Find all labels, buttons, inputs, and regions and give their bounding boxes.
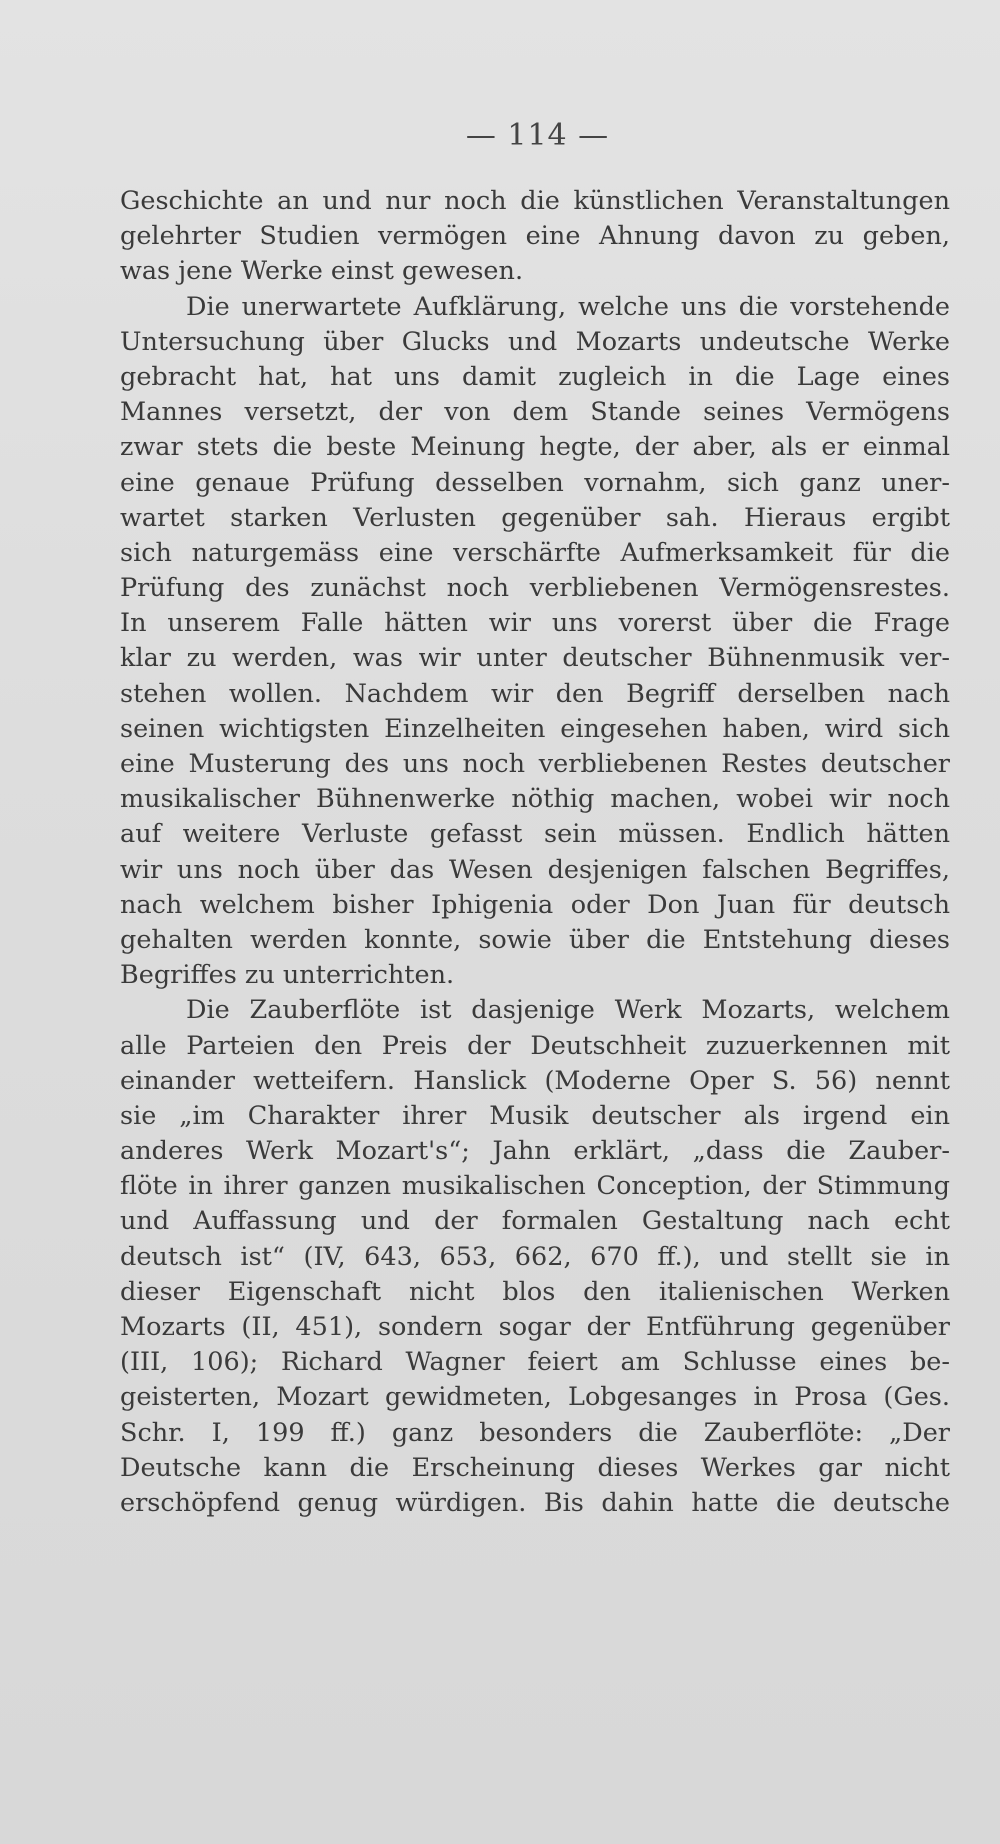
- text-line: Begriffes zu unterrichten.: [120, 960, 455, 991]
- text-line: nach welchem bisher Iphigenia oder Don Juan für deutsch: [120, 889, 950, 920]
- text-line: stehen wollen. Nachdem wir den Begriff derselben nach: [120, 678, 950, 709]
- text-line: gebracht hat, hat uns damit zugleich in die Lage eines: [120, 361, 950, 392]
- text-line: sich naturgemäss eine verschärfte Aufmerksamkeit für die: [120, 537, 950, 568]
- text-line: gehalten werden konnte, sowie über die Entstehung dieses: [120, 924, 950, 955]
- text-line: flöte in ihrer ganzen musikalischen Conception, der Stimmung: [120, 1171, 950, 1202]
- text-line: erschöpfend genug würdigen. Bis dahin hatte die deutsche: [120, 1487, 950, 1518]
- page-number: — 114 —: [465, 118, 610, 153]
- text-line: geisterten, Mozart gewidmeten, Lobgesanges in Prosa (Ges.: [120, 1382, 950, 1413]
- text-line: und Auffassung und der formalen Gestaltung nach echt: [120, 1206, 950, 1237]
- body-text: [120, 184, 950, 1521]
- text-line: einander wetteifern. Hanslick (Moderne Oper S. 56) nennt: [120, 1065, 950, 1096]
- paragraph-start-line: Die Zauberflöte ist dasjenige Werk Mozarts, welchem: [186, 995, 950, 1026]
- paragraph-start-line: Die unerwartete Aufklärung, welche uns die vorstehende: [186, 291, 950, 322]
- text-line: klar zu werden, was wir unter deutscher Bühnenmusik ver-: [120, 643, 950, 674]
- text-line: Deutsche kann die Erscheinung dieses Werkes gar nicht: [120, 1452, 950, 1483]
- text-line: Mozarts (II, 451), sondern sogar der Entführung gegenüber: [120, 1312, 950, 1342]
- text-line: eine Musterung des uns noch verbliebenen Restes deutscher: [120, 749, 950, 779]
- text-line: Prüfung des zunächst noch verbliebenen Vermögensrestes.: [120, 573, 950, 604]
- text-line: wir uns noch über das Wesen desjenigen falschen Begriffes,: [120, 854, 950, 885]
- text-line: wartet starken Verlusten gegenüber sah. Hieraus ergibt: [120, 502, 950, 533]
- text-line: zwar stets die beste Meinung hegte, der aber, als er einmal: [120, 432, 950, 463]
- text-line: Geschichte an und nur noch die künstlichen Veranstaltungen: [120, 186, 950, 216]
- text-line: sie „im Charakter ihrer Musik deutscher als irgend ein: [120, 1100, 950, 1131]
- text-line: alle Parteien den Preis der Deutschheit zuzuerkennen mit: [120, 1030, 950, 1061]
- text-line: In unserem Falle hätten wir uns vorerst über die Frage: [120, 608, 950, 639]
- text-line: (III, 106); Richard Wagner feiert am Schlusse eines be-: [120, 1347, 950, 1378]
- text-line: was jene Werke einst gewesen.: [120, 256, 524, 287]
- text-line: eine genaue Prüfung desselben vornahm, sich ganz uner-: [120, 467, 950, 498]
- text-line: seinen wichtigsten Einzelheiten eingesehen haben, wird sich: [120, 713, 950, 744]
- text-line: Untersuchung über Glucks und Mozarts undeutsche Werke: [120, 326, 950, 357]
- text-line: gelehrter Studien vermögen eine Ahnung davon zu geben,: [120, 221, 950, 252]
- text-line: Schr. I, 199 ff.) ganz besonders die Zauberflöte: „Der: [120, 1417, 950, 1448]
- text-line: anderes Werk Mozart's“; Jahn erklärt, „dass die Zauber-: [120, 1136, 950, 1167]
- text-line: deutsch ist“ (IV, 643, 653, 662, 670 ff.), und stellt sie in: [120, 1241, 950, 1272]
- text-line: musikalischer Bühnenwerke nöthig machen, wobei wir noch: [120, 784, 950, 815]
- text-line: Mannes versetzt, der von dem Stande seines Vermögens: [120, 397, 950, 428]
- text-line: auf weitere Verluste gefasst sein müssen. Endlich hätten: [120, 819, 950, 850]
- text-line: dieser Eigenschaft nicht blos den italienischen Werken: [120, 1276, 950, 1307]
